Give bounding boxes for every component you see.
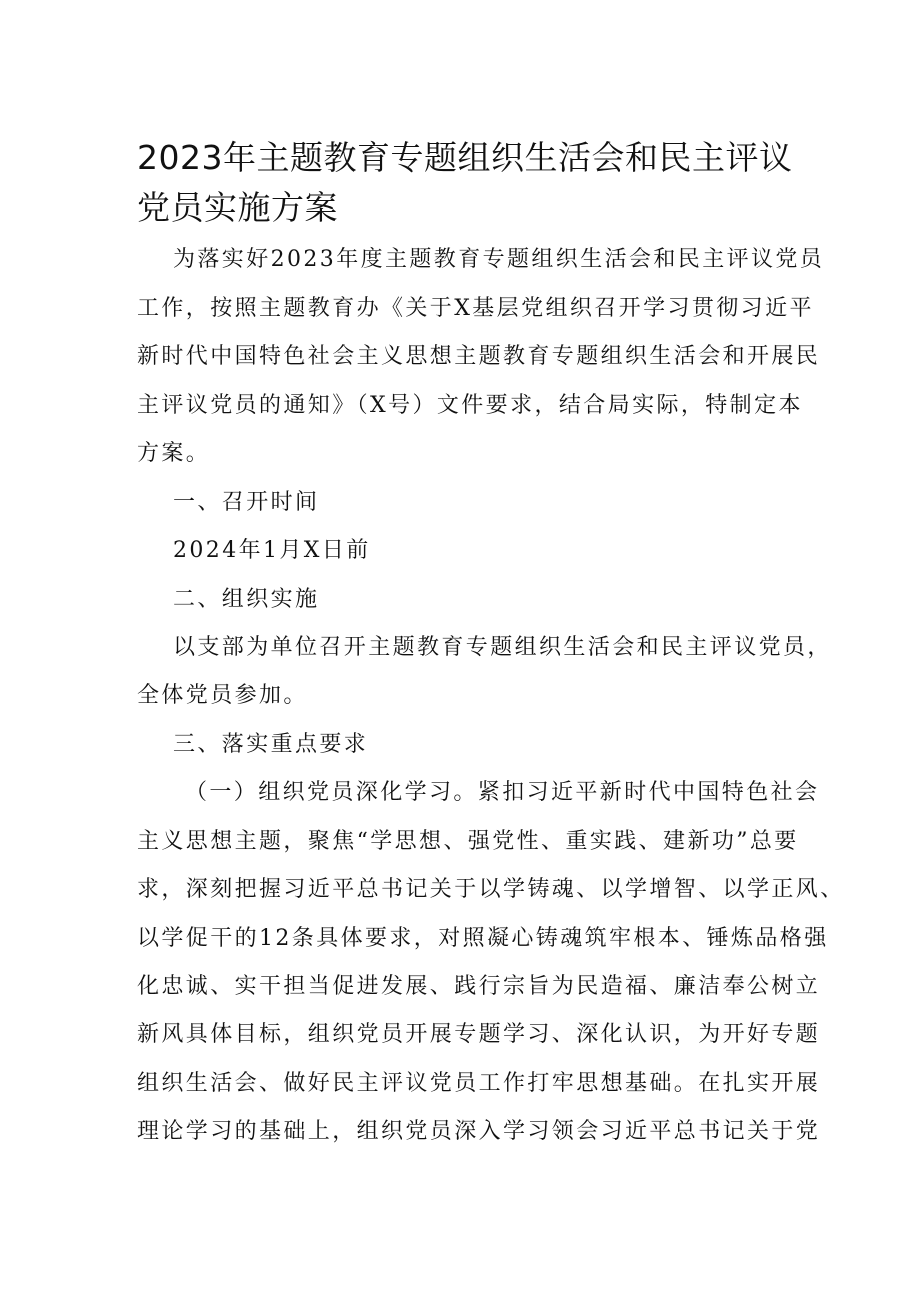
paragraph-line: 主义思想主题，聚焦“学思想、强党性、重实践、建新功”总要 [137,829,799,854]
paragraph-line: 工作，按照主题教育办《关于X基层党组织召开学习贯彻习近平 [137,296,814,321]
section-heading: 一、召开时间 [173,490,320,515]
section-heading: 三、落实重点要求 [173,732,369,757]
paragraph-line: 求，深刻把握习近平总书记关于以学铸魂、以学增智、以学正风、 [137,877,845,902]
paragraph-line: 以支部为单位召开主题教育专题组织生活会和民主评议党员， [173,635,832,660]
paragraph-line: 新时代中国特色社会主义思想主题教育专题组织生活会和开展民 [137,344,821,369]
paragraph-line: （一）组织党员深化学习。紧扣习近平新时代中国特色社会 [185,780,820,805]
section-heading: 二、组织实施 [173,587,320,612]
paragraph-line: 新风具体目标，组织党员开展专题学习、深化认识，为开好专题 [137,1022,821,1047]
paragraph-line: 化忠诚、实干担当促进发展、践行宗旨为民造福、廉洁奉公树立 [137,974,821,999]
paragraph-line: 以学促干的12条具体要求，对照凝心铸魂筑牢根本、锤炼品格强 [137,926,829,951]
paragraph-line: 为落实好2023年度主题教育专题组织生活会和民主评议党员 [173,247,825,272]
paragraph-line: 方案。 [137,441,211,466]
title-line-1: 2023年主题教育专题组织生活会和民主评议 [137,138,793,177]
paragraph-line: 主评议党员的通知》（X号）文件要求，结合局实际，特制定本 [137,393,803,418]
title-line-2: 党员实施方案 [137,188,338,227]
paragraph-line: 理论学习的基础上，组织党员深入学习领会习近平总书记关于党 [137,1119,821,1144]
paragraph-line: 组织生活会、做好民主评议党员工作打牢思想基础。在扎实开展 [137,1071,821,1096]
paragraph-line: 2024年1月X日前 [173,538,371,563]
paragraph-line: 全体党员参加。 [137,683,308,708]
document-title [137,133,817,233]
